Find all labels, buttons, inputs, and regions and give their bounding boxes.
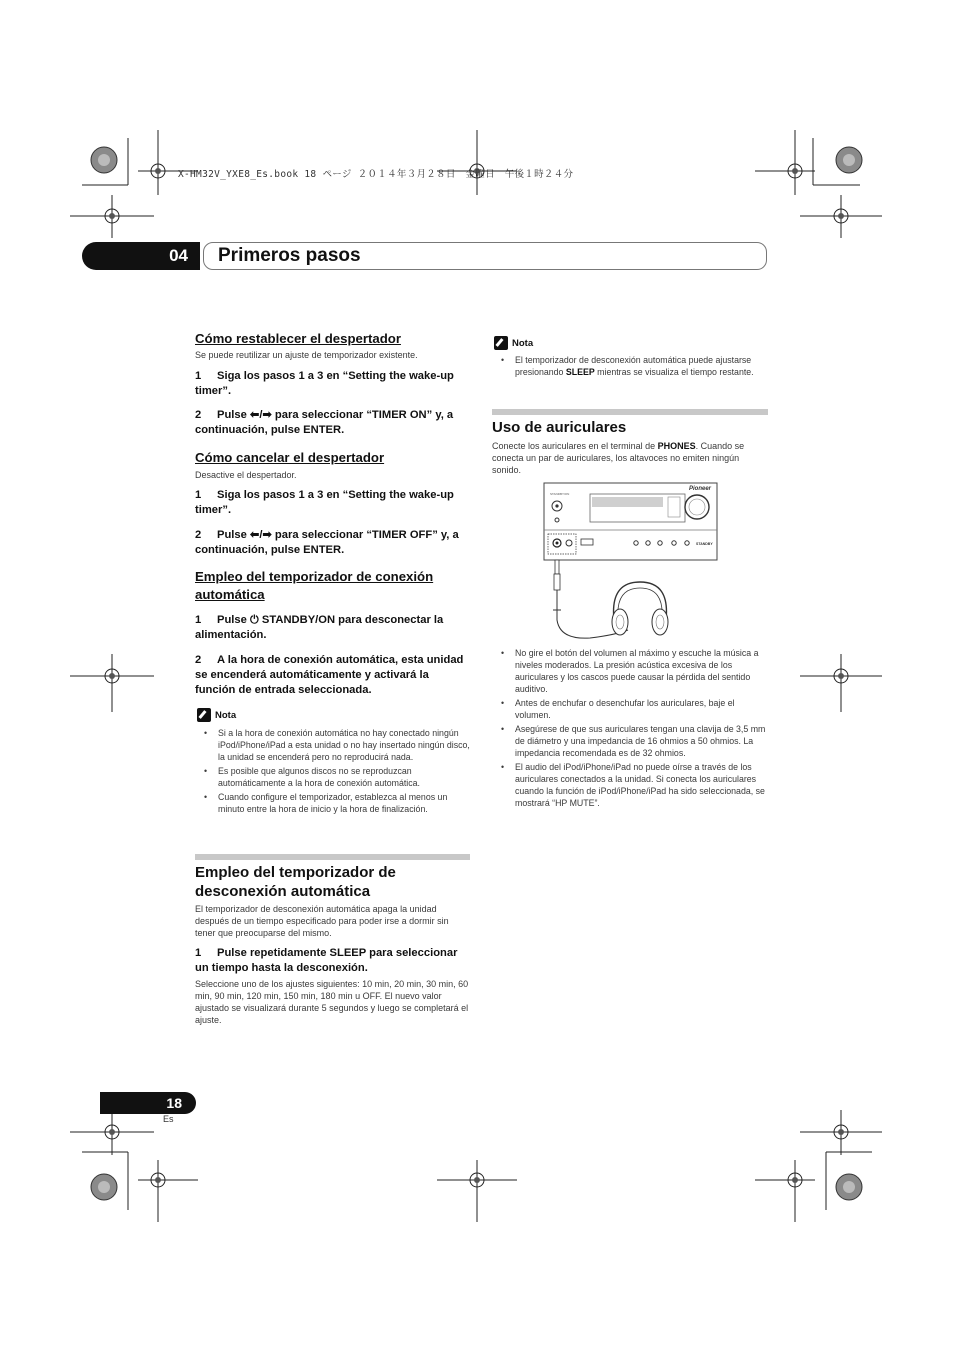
sleep-step-1	[195, 946, 470, 976]
reset-step-1	[195, 369, 470, 399]
device-brand: Pioneer	[689, 486, 712, 492]
list-item: • Cuando configure el temporizador, establezca al menos un minuto entre la hora de inicio y la hora de finalización.	[199, 791, 471, 815]
headphones-notes-list	[496, 647, 768, 811]
heading-line-1: Empleo del temporizador de conexión	[195, 569, 434, 584]
chapter-title: Primeros pasos	[203, 242, 767, 270]
list-item: • El temporizador de desconexión automática puede ajustarse presionando SLEEP mientras se visualiza el tiempo restante.	[496, 354, 768, 378]
note-pencil-icon	[494, 336, 508, 350]
step-number: 2	[195, 529, 202, 541]
wake-step-2	[195, 653, 470, 698]
step-number: 1	[195, 370, 202, 382]
list-item: • No gire el botón del volumen al máximo y escuche la música a niveles moderados. La presión acústica excesiva de los auriculares y los cascos puede causar la pérdida del sentido auditivo.	[496, 647, 768, 695]
note-label: Nota	[215, 709, 237, 721]
page-number: 18	[100, 1092, 196, 1114]
step-text: Pulse ⬅/➡ para seleccionar “TIMER ON” y, a continuación, pulse ENTER.	[195, 409, 454, 436]
step-number: 1	[195, 489, 202, 501]
heading-wake-timer	[195, 568, 475, 604]
step-text: Pulse ⏻ STANDBY/ON para desconectar la alimentación.	[195, 614, 444, 641]
standby-label: STANDBY	[696, 542, 713, 546]
heading-line-1: Empleo del temporizador de	[195, 864, 396, 881]
print-header: X-HM32V_YXE8_Es.book 18 ページ ２０１４年３月２８日 金曜日 午後１時２４分	[178, 169, 574, 180]
heading-sleep-timer	[195, 863, 475, 901]
chapter-number: 04	[82, 242, 200, 270]
section-bar	[195, 854, 470, 860]
cancel-step-1	[195, 488, 470, 518]
step-number: 2	[195, 409, 202, 421]
step-text: Siga los pasos 1 a 3 en “Setting the wake-up timer”.	[195, 489, 454, 516]
step-text: Siga los pasos 1 a 3 en “Setting the wake-up timer”.	[195, 370, 454, 397]
heading-reset-alarm: Cómo restablecer el despertador	[195, 331, 401, 346]
reset-step-2	[195, 408, 470, 438]
wake-step-1	[195, 613, 470, 643]
step-text: Pulse ⬅/➡ para seleccionar “TIMER OFF” y, a continuación, pulse ENTER.	[195, 529, 459, 556]
list-item: • Si a la hora de conexión automática no hay conectado ningún iPod/iPhone/iPad a esta unidad o no hay insertado ningún disco, la unidad se encenderá pero no reproducirá nada.	[199, 727, 471, 763]
note-pencil-icon	[197, 708, 211, 722]
device-label: STANDBY/ON	[550, 492, 570, 496]
step-number: 1	[195, 614, 202, 626]
sleep-note-list	[496, 354, 768, 380]
reset-alarm-intro: Se puede reutilizar un ajuste de temporizador existente.	[195, 350, 418, 360]
step-number: 1	[195, 947, 202, 959]
step-text: A la hora de conexión automática, esta unidad se encenderá automáticamente y activará la función de entrada seleccionada.	[195, 654, 464, 696]
cancel-step-2	[195, 528, 470, 558]
headphones-intro: Conecte los auriculares en el terminal de PHONES. Cuando se conecta un par de auriculares, los altavoces no emiten ningún sonido.	[492, 441, 745, 475]
step-text: Pulse repetidamente SLEEP para seleccionar un tiempo hasta la desconexión.	[195, 947, 458, 974]
list-item: • El audio del iPod/iPhone/iPad no puede oírse a través de los auriculares conectados a la unidad. Si conecta los auriculares cuando la función de iPod/iPhone/iPad ha sido seleccionada, se mostrará “HP MUTE”.	[496, 761, 768, 809]
heading-line-2: desconexión automática	[195, 883, 371, 900]
note-header-right	[494, 336, 533, 350]
step-number: 2	[195, 654, 202, 666]
note-label: Nota	[512, 337, 534, 349]
section-bar	[492, 409, 768, 415]
note-header-left	[197, 708, 236, 722]
cancel-alarm-intro: Desactive el despertador.	[195, 470, 297, 480]
list-item: • Antes de enchufar o desenchufar los auriculares, baje el volumen.	[496, 697, 768, 721]
wake-notes-list	[199, 727, 471, 817]
sleep-step-detail: Seleccione uno de los ajustes siguientes: 10 min, 20 min, 30 min, 60 min, 90 min, 120 min, 150 min, 180 min u OFF. El nuevo valor ajustado se visualizará durante 5 segundos y luego se completará el ajuste.	[195, 979, 469, 1025]
page-language: Es	[163, 1114, 174, 1124]
list-item: • Es posible que algunos discos no se reproduzcan automáticamente a la hora de conexión automática.	[199, 765, 471, 789]
headphones-illustration	[540, 480, 720, 650]
heading-line-2: automática	[195, 587, 265, 602]
heading-headphones: Uso de auriculares	[492, 419, 627, 436]
list-item: • Asegúrese de que sus auriculares tengan una clavija de 3,5 mm de diámetro y una impedancia de 16 ohmios a 50 ohmios. La impedancia recomendada es de 32 ohmios.	[496, 723, 768, 759]
heading-cancel-alarm: Cómo cancelar el despertador	[195, 450, 385, 465]
sleep-timer-intro: El temporizador de desconexión automática apaga la unidad después de un tiempo especificado para poder irse a dormir sin tener que preocuparse del mismo.	[195, 904, 449, 938]
